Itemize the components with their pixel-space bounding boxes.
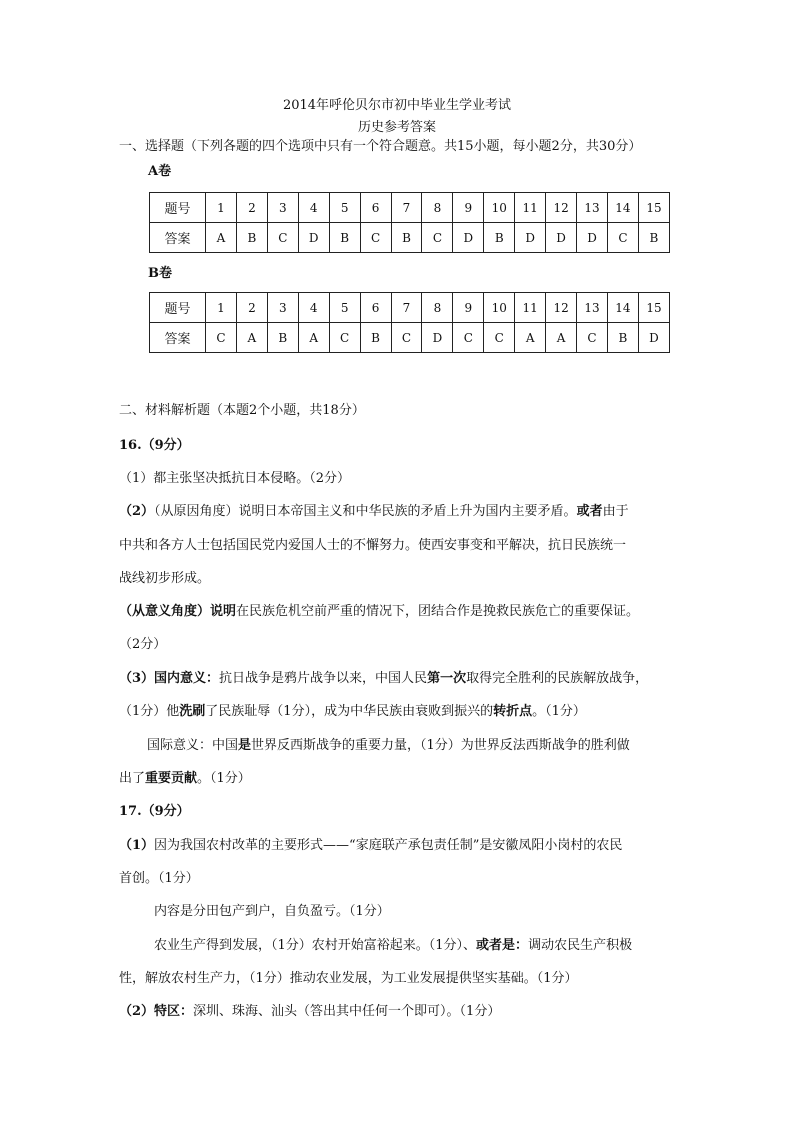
q16-p2-text: （从原因角度）说明日本帝国主义和中华民族的矛盾上升为国内主要矛盾。 [154,504,577,519]
table-cell: B [638,223,669,253]
q16-p2-line3: 战线初步形成。 [119,571,211,586]
q16-p2-line5: （2分） [119,637,167,652]
table-cell: C [422,223,453,253]
q16-p2-meaning-text: 在民族危机空前严重的情况下，团结合作是挽救民族危亡的重要保证。 [236,604,640,619]
table-cell: C [267,223,298,253]
q16-p3-line3 [147,737,630,755]
q16-p3-emphasis-a: 第一次 [427,671,467,686]
q17-p2-line1 [119,1003,500,1021]
table-cell: 8 [422,293,453,323]
doc-subtitle: 历史参考答案 [357,120,436,135]
q16-p2-line4 [119,603,639,621]
table-cell: B [236,223,267,253]
table-a-label: A卷 [148,164,172,179]
table-cell: 13 [577,293,608,323]
answer-table-b [149,292,670,353]
table-row [150,193,670,223]
table-cell: 11 [515,193,546,223]
table-cell: C [360,223,391,253]
q16-p1: （1）都主张坚决抵抗日本侵略。（2分） [119,471,351,486]
q16-p3-emphasis-b: 洗刷 [179,704,206,719]
table-cell: A [236,323,267,353]
q17-p1-line1 [119,837,622,855]
table-row [150,323,670,353]
table-cell: 9 [453,293,484,323]
q17-p1-label: （1） [119,838,155,853]
table-cell: C [206,323,237,353]
q16-p3-text-c: （1分）他 [119,704,180,719]
q16-p3-emphasis-c: 转折点 [493,704,533,719]
q17-title: 17.（9分） [119,804,190,819]
table-header-cell: 题号 [150,293,206,323]
q16-p2-tail: 由于 [602,504,629,519]
doc-title: 2014年呼伦贝尔市初中毕业生学业考试 [282,98,512,113]
q17-p1-line5: 性，解放农村生产力，（1分）推动农业发展，为工业发展提供坚实基础。（1分） [119,971,578,986]
q16-p2-meaning-label: （从意义角度）说明 [119,604,237,619]
table-cell: D [638,323,669,353]
table-cell: A [298,323,329,353]
q16-p3-text-g: 世界反西斯战争的重要力量，（1分）为世界反法西斯战争的胜利做 [251,738,630,753]
table-cell: 8 [422,193,453,223]
table-cell: B [360,323,391,353]
table-cell: B [329,223,360,253]
table-cell: C [577,323,608,353]
section1-heading: 一、选择题（下列各题的四个选项中只有一个符合题意。共15小题，每小题2分，共30分） [119,139,642,154]
table-cell: 3 [267,193,298,223]
table-row [150,293,670,323]
table-cell: 1 [206,293,237,323]
table-cell: C [453,323,484,353]
table-cell: 14 [607,193,638,223]
table-cell: 12 [546,293,577,323]
table-cell: 3 [267,293,298,323]
table-row [150,223,670,253]
q16-title: 16.（9分） [119,438,190,453]
table-cell: 4 [298,193,329,223]
q16-p2-label: （2） [119,504,155,519]
table-cell: 7 [391,193,422,223]
q17-p2-text: 深圳、珠海、汕头（答出其中任何一个即可）。（1分） [193,1004,501,1019]
table-cell: B [607,323,638,353]
q16-p3-text-f: 国际意义：中国 [147,738,239,753]
table-cell: 10 [484,293,515,323]
table-cell: B [484,223,515,253]
q16-p3-text-i: 。（1分） [197,771,251,786]
table-cell: 1 [206,193,237,223]
table-cell: 12 [546,193,577,223]
q16-p3-emphasis-e: 重要贡献 [145,771,198,786]
table-cell: C [329,323,360,353]
table-cell: C [484,323,515,353]
table-cell: A [515,323,546,353]
table-cell: B [267,323,298,353]
q16-p3-text-b: 取得完全胜利的民族解放战争， [466,671,649,686]
q16-p2-line1 [119,503,629,521]
q16-p3-line1 [119,670,648,688]
q17-p1-text: 因为我国农村改革的主要形式——“家庭联产承包责任制”是安徽凤阳小岗村的农民 [154,838,623,853]
table-cell: 10 [484,193,515,223]
q17-p1-text-b: 调动农民生产积极 [528,938,633,953]
table-cell: 5 [329,193,360,223]
table-cell: A [206,223,237,253]
table-cell: 15 [638,193,669,223]
table-cell: C [607,223,638,253]
q17-p1-line3: 内容是分田包产到户，自负盈亏。（1分） [154,904,390,919]
q17-p1-emphasis: 或者是： [476,938,529,953]
table-cell: D [546,223,577,253]
answer-table-a [149,192,670,253]
table-cell: 6 [360,193,391,223]
table-cell: 2 [236,293,267,323]
table-cell: 13 [577,193,608,223]
q16-p3-text-d: 了民族耻辱（1分），成为中华民族由衰败到振兴的 [205,704,494,719]
q16-p3-text-a: 抗日战争是鸦片战争以来，中国人民 [219,671,428,686]
table-cell: 6 [360,293,391,323]
table-cell: A [546,323,577,353]
q17-p1-line4 [154,937,632,955]
q17-p2-label: （2）特区： [119,1004,194,1019]
q16-p3-text-e: 。（1分） [532,704,586,719]
table-cell: 14 [607,293,638,323]
table-cell: D [422,323,453,353]
q16-p2-line2: 中共和各方人士包括国民党内爱国人士的不懈努力。使西安事变和平解决，抗日民族统一 [119,538,627,553]
q16-p3-emphasis-d: 是 [238,738,252,753]
section2-heading: 二、材料解析题（本题2个小题，共18分） [119,403,365,418]
table-cell: 15 [638,293,669,323]
table-cell: 2 [236,193,267,223]
table-cell: C [391,323,422,353]
table-cell: D [515,223,546,253]
q17-p1-text-a: 农业生产得到发展，（1分）农村开始富裕起来。（1分）、 [154,938,477,953]
table-cell: 9 [453,193,484,223]
q16-p3-line4 [119,770,251,788]
table-cell: 7 [391,293,422,323]
table-cell: B [391,223,422,253]
table-cell: D [453,223,484,253]
table-cell: 11 [515,293,546,323]
table-cell: 5 [329,293,360,323]
q16-p3-text-h: 出了 [119,771,146,786]
table-header-cell: 题号 [150,193,206,223]
q17-p1-line2: 首创。（1分） [119,871,199,886]
table-header-cell: 答案 [150,223,206,253]
q16-p3-label: （3）国内意义： [119,671,220,686]
table-b-label: B卷 [148,266,172,281]
q16-p2-or: 或者 [576,504,603,519]
table-header-cell: 答案 [150,323,206,353]
table-cell: D [298,223,329,253]
table-cell: D [577,223,608,253]
q16-p3-line2 [119,703,586,721]
table-cell: 4 [298,293,329,323]
